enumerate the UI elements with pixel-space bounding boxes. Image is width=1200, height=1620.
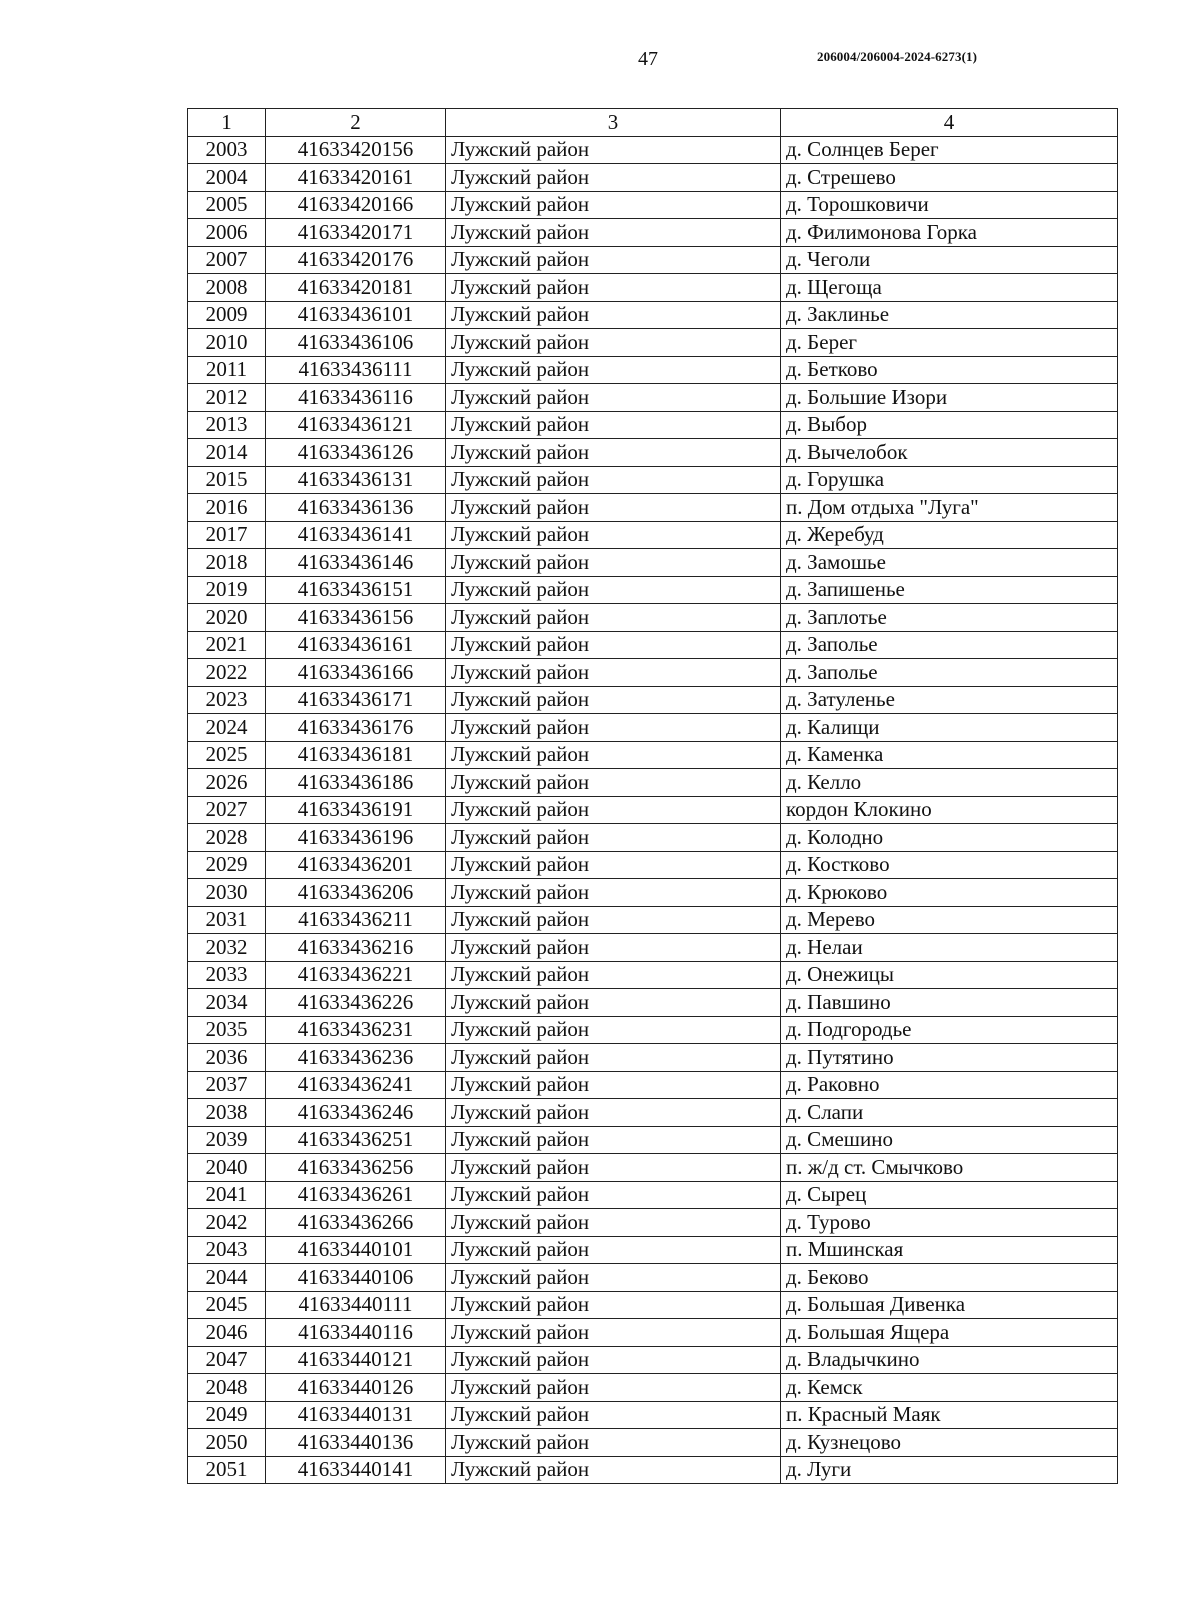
region-cell: Лужский район	[446, 879, 781, 907]
code-cell: 41633436226	[266, 989, 446, 1017]
locality-cell: д. Беково	[781, 1264, 1118, 1292]
table-row	[188, 934, 1118, 962]
code-cell: 41633440136	[266, 1429, 446, 1457]
row-number-cell: 2038	[188, 1099, 266, 1127]
region-cell: Лужский район	[446, 164, 781, 192]
locality-cell: д. Турово	[781, 1209, 1118, 1237]
table-row	[188, 1209, 1118, 1237]
row-number-cell: 2048	[188, 1374, 266, 1402]
region-cell: Лужский район	[446, 1264, 781, 1292]
row-number-cell: 2005	[188, 191, 266, 219]
region-cell: Лужский район	[446, 1401, 781, 1429]
row-number-cell: 2024	[188, 714, 266, 742]
region-cell: Лужский район	[446, 411, 781, 439]
locality-cell: д. Затуленье	[781, 686, 1118, 714]
table-row	[188, 356, 1118, 384]
header-row	[188, 109, 1118, 137]
table-row	[188, 1099, 1118, 1127]
code-cell: 41633436241	[266, 1071, 446, 1099]
code-cell: 41633436261	[266, 1181, 446, 1209]
region-cell: Лужский район	[446, 1236, 781, 1264]
row-number-cell: 2013	[188, 411, 266, 439]
table-row	[188, 714, 1118, 742]
table-row	[188, 1401, 1118, 1429]
code-cell: 41633440126	[266, 1374, 446, 1402]
code-cell: 41633436216	[266, 934, 446, 962]
row-number-cell: 2007	[188, 246, 266, 274]
region-cell: Лужский район	[446, 1209, 781, 1237]
row-number-cell: 2035	[188, 1016, 266, 1044]
table-row	[188, 466, 1118, 494]
region-cell: Лужский район	[446, 439, 781, 467]
locality-cell: д. Большие Изори	[781, 384, 1118, 412]
locality-cell: п. Красный Маяк	[781, 1401, 1118, 1429]
table-row	[188, 1126, 1118, 1154]
region-cell: Лужский район	[446, 769, 781, 797]
table-row	[188, 329, 1118, 357]
locality-cell: п. ж/д ст. Смычково	[781, 1154, 1118, 1182]
document-reference: 206004/206004-2024-6273(1)	[817, 49, 978, 64]
code-cell: 41633436131	[266, 466, 446, 494]
region-cell: Лужский район	[446, 1346, 781, 1374]
table-row	[188, 604, 1118, 632]
locality-cell: д. Каменка	[781, 741, 1118, 769]
table-row	[188, 1374, 1118, 1402]
locality-cell: д. Солнцев Берег	[781, 136, 1118, 164]
row-number-cell: 2050	[188, 1429, 266, 1457]
region-cell: Лужский район	[446, 1126, 781, 1154]
row-number-cell: 2018	[188, 549, 266, 577]
region-cell: Лужский район	[446, 1291, 781, 1319]
table-row	[188, 631, 1118, 659]
row-number-cell: 2041	[188, 1181, 266, 1209]
locality-cell: д. Владычкино	[781, 1346, 1118, 1374]
code-cell: 41633436116	[266, 384, 446, 412]
page-number: 47	[638, 48, 658, 70]
region-cell: Лужский район	[446, 604, 781, 632]
row-number-cell: 2023	[188, 686, 266, 714]
row-number-cell: 2019	[188, 576, 266, 604]
table-row	[188, 741, 1118, 769]
locality-cell: д. Раковно	[781, 1071, 1118, 1099]
region-cell: Лужский район	[446, 301, 781, 329]
region-cell: Лужский район	[446, 246, 781, 274]
code-cell: 41633436191	[266, 796, 446, 824]
code-cell: 41633436101	[266, 301, 446, 329]
locality-cell: д. Жеребуд	[781, 521, 1118, 549]
row-number-cell: 2009	[188, 301, 266, 329]
region-cell: Лужский район	[446, 906, 781, 934]
table-row	[188, 274, 1118, 302]
code-cell: 41633440111	[266, 1291, 446, 1319]
row-number-cell: 2040	[188, 1154, 266, 1182]
locality-cell: д. Сырец	[781, 1181, 1118, 1209]
region-cell: Лужский район	[446, 686, 781, 714]
row-number-cell: 2033	[188, 961, 266, 989]
code-cell: 41633420171	[266, 219, 446, 247]
code-cell: 41633420181	[266, 274, 446, 302]
table-row	[188, 686, 1118, 714]
region-cell: Лужский район	[446, 274, 781, 302]
table-row	[188, 1456, 1118, 1484]
table-row	[188, 769, 1118, 797]
code-cell: 41633436196	[266, 824, 446, 852]
region-cell: Лужский район	[446, 741, 781, 769]
code-cell: 41633436141	[266, 521, 446, 549]
locality-cell: д. Нелаи	[781, 934, 1118, 962]
locality-cell: д. Заклинье	[781, 301, 1118, 329]
code-cell: 41633436111	[266, 356, 446, 384]
row-number-cell: 2008	[188, 274, 266, 302]
locality-cell: д. Крюково	[781, 879, 1118, 907]
row-number-cell: 2026	[188, 769, 266, 797]
code-cell: 41633436151	[266, 576, 446, 604]
locality-cell: д. Бетково	[781, 356, 1118, 384]
row-number-cell: 2032	[188, 934, 266, 962]
locality-cell: д. Горушка	[781, 466, 1118, 494]
region-cell: Лужский район	[446, 384, 781, 412]
row-number-cell: 2011	[188, 356, 266, 384]
code-cell: 41633420166	[266, 191, 446, 219]
region-cell: Лужский район	[446, 136, 781, 164]
code-cell: 41633436251	[266, 1126, 446, 1154]
code-cell: 41633440141	[266, 1456, 446, 1484]
region-cell: Лужский район	[446, 576, 781, 604]
row-number-cell: 2020	[188, 604, 266, 632]
table-row	[188, 411, 1118, 439]
table-row	[188, 384, 1118, 412]
code-cell: 41633436106	[266, 329, 446, 357]
table-row	[188, 851, 1118, 879]
table-row	[188, 659, 1118, 687]
locality-cell: д. Замошье	[781, 549, 1118, 577]
code-cell: 41633420176	[266, 246, 446, 274]
locality-cell: д. Кузнецово	[781, 1429, 1118, 1457]
region-cell: Лужский район	[446, 989, 781, 1017]
region-cell: Лужский район	[446, 1099, 781, 1127]
table-row	[188, 879, 1118, 907]
column-header-3: 3	[446, 109, 781, 137]
region-cell: Лужский район	[446, 329, 781, 357]
row-number-cell: 2014	[188, 439, 266, 467]
row-number-cell: 2006	[188, 219, 266, 247]
region-cell: Лужский район	[446, 1456, 781, 1484]
locality-cell: д. Смешино	[781, 1126, 1118, 1154]
row-number-cell: 2042	[188, 1209, 266, 1237]
locality-cell: д. Луги	[781, 1456, 1118, 1484]
locality-cell: д. Заполье	[781, 659, 1118, 687]
code-cell: 41633436161	[266, 631, 446, 659]
table-row	[188, 1154, 1118, 1182]
locality-cell: д. Вычелобок	[781, 439, 1118, 467]
code-cell: 41633440121	[266, 1346, 446, 1374]
locality-cell: д. Павшино	[781, 989, 1118, 1017]
row-number-cell: 2049	[188, 1401, 266, 1429]
row-number-cell: 2012	[188, 384, 266, 412]
row-number-cell: 2030	[188, 879, 266, 907]
code-cell: 41633436246	[266, 1099, 446, 1127]
code-cell: 41633436181	[266, 741, 446, 769]
row-number-cell: 2022	[188, 659, 266, 687]
table-row	[188, 301, 1118, 329]
code-cell: 41633436126	[266, 439, 446, 467]
row-number-cell: 2045	[188, 1291, 266, 1319]
table-body	[188, 136, 1118, 1484]
code-cell: 41633436206	[266, 879, 446, 907]
code-cell: 41633436176	[266, 714, 446, 742]
code-cell: 41633436211	[266, 906, 446, 934]
table-row	[188, 1264, 1118, 1292]
table-row	[188, 1236, 1118, 1264]
region-cell: Лужский район	[446, 934, 781, 962]
table-row	[188, 246, 1118, 274]
row-number-cell: 2031	[188, 906, 266, 934]
row-number-cell: 2034	[188, 989, 266, 1017]
table-row	[188, 549, 1118, 577]
code-cell: 41633440131	[266, 1401, 446, 1429]
locality-cell: д. Путятино	[781, 1044, 1118, 1072]
region-cell: Лужский район	[446, 356, 781, 384]
code-cell: 41633436166	[266, 659, 446, 687]
locality-cell: д. Чеголи	[781, 246, 1118, 274]
row-number-cell: 2003	[188, 136, 266, 164]
row-number-cell: 2027	[188, 796, 266, 824]
locality-cell: д. Келло	[781, 769, 1118, 797]
row-number-cell: 2015	[188, 466, 266, 494]
region-cell: Лужский район	[446, 961, 781, 989]
table-row	[188, 989, 1118, 1017]
table-row	[188, 1181, 1118, 1209]
row-number-cell: 2046	[188, 1319, 266, 1347]
row-number-cell: 2028	[188, 824, 266, 852]
code-cell: 41633440106	[266, 1264, 446, 1292]
table-row	[188, 164, 1118, 192]
table-row	[188, 191, 1118, 219]
table-row	[188, 1291, 1118, 1319]
code-cell: 41633436231	[266, 1016, 446, 1044]
table-row	[188, 439, 1118, 467]
region-cell: Лужский район	[446, 219, 781, 247]
row-number-cell: 2051	[188, 1456, 266, 1484]
locality-cell: д. Торошковичи	[781, 191, 1118, 219]
table-row	[188, 494, 1118, 522]
locality-cell: д. Колодно	[781, 824, 1118, 852]
table-row	[188, 1016, 1118, 1044]
row-number-cell: 2037	[188, 1071, 266, 1099]
code-cell: 41633440101	[266, 1236, 446, 1264]
code-cell: 41633436136	[266, 494, 446, 522]
locality-cell: кордон Клокино	[781, 796, 1118, 824]
table-row	[188, 1429, 1118, 1457]
code-cell: 41633436186	[266, 769, 446, 797]
region-cell: Лужский район	[446, 714, 781, 742]
region-cell: Лужский район	[446, 549, 781, 577]
table-row	[188, 1346, 1118, 1374]
locality-cell: д. Большая Дивенка	[781, 1291, 1118, 1319]
locality-cell: д. Онежицы	[781, 961, 1118, 989]
locality-cell: д. Большая Ящера	[781, 1319, 1118, 1347]
region-cell: Лужский район	[446, 1319, 781, 1347]
region-cell: Лужский район	[446, 1016, 781, 1044]
locality-cell: д. Выбор	[781, 411, 1118, 439]
region-cell: Лужский район	[446, 824, 781, 852]
row-number-cell: 2010	[188, 329, 266, 357]
row-number-cell: 2016	[188, 494, 266, 522]
region-cell: Лужский район	[446, 659, 781, 687]
locality-cell: д. Костково	[781, 851, 1118, 879]
table-row	[188, 961, 1118, 989]
table-row	[188, 219, 1118, 247]
locality-cell: д. Щегоща	[781, 274, 1118, 302]
code-cell: 41633436221	[266, 961, 446, 989]
table-header	[188, 109, 1118, 137]
region-cell: Лужский район	[446, 494, 781, 522]
locality-cell: д. Филимонова Горка	[781, 219, 1118, 247]
code-cell: 41633436266	[266, 1209, 446, 1237]
locality-cell: д. Запишенье	[781, 576, 1118, 604]
locality-cell: д. Слапи	[781, 1099, 1118, 1127]
locality-cell: д. Стрешево	[781, 164, 1118, 192]
region-cell: Лужский район	[446, 1181, 781, 1209]
locality-cell: д. Подгородье	[781, 1016, 1118, 1044]
region-cell: Лужский район	[446, 1429, 781, 1457]
row-number-cell: 2021	[188, 631, 266, 659]
table-row	[188, 136, 1118, 164]
table-row	[188, 796, 1118, 824]
region-cell: Лужский район	[446, 466, 781, 494]
region-cell: Лужский район	[446, 191, 781, 219]
region-cell: Лужский район	[446, 631, 781, 659]
row-number-cell: 2017	[188, 521, 266, 549]
code-cell: 41633436201	[266, 851, 446, 879]
code-cell: 41633420156	[266, 136, 446, 164]
row-number-cell: 2044	[188, 1264, 266, 1292]
locality-cell: д. Берег	[781, 329, 1118, 357]
region-cell: Лужский район	[446, 1374, 781, 1402]
locality-cell: д. Калищи	[781, 714, 1118, 742]
region-cell: Лужский район	[446, 1154, 781, 1182]
region-cell: Лужский район	[446, 521, 781, 549]
table-row	[188, 521, 1118, 549]
table-row	[188, 1071, 1118, 1099]
locality-cell: д. Мерево	[781, 906, 1118, 934]
code-cell: 41633420161	[266, 164, 446, 192]
row-number-cell: 2025	[188, 741, 266, 769]
table-row	[188, 824, 1118, 852]
locality-cell: д. Кемск	[781, 1374, 1118, 1402]
region-cell: Лужский район	[446, 1071, 781, 1099]
code-cell: 41633436121	[266, 411, 446, 439]
registry-table	[187, 108, 1118, 1484]
locality-cell: д. Заплотье	[781, 604, 1118, 632]
table-row	[188, 906, 1118, 934]
region-cell: Лужский район	[446, 851, 781, 879]
row-number-cell: 2039	[188, 1126, 266, 1154]
row-number-cell: 2004	[188, 164, 266, 192]
row-number-cell: 2036	[188, 1044, 266, 1072]
table-row	[188, 576, 1118, 604]
locality-cell: п. Дом отдыха "Луга"	[781, 494, 1118, 522]
table-row	[188, 1044, 1118, 1072]
row-number-cell: 2029	[188, 851, 266, 879]
code-cell: 41633436256	[266, 1154, 446, 1182]
locality-cell: д. Заполье	[781, 631, 1118, 659]
code-cell: 41633440116	[266, 1319, 446, 1347]
code-cell: 41633436236	[266, 1044, 446, 1072]
column-header-1: 1	[188, 109, 266, 137]
code-cell: 41633436171	[266, 686, 446, 714]
locality-cell: п. Мшинская	[781, 1236, 1118, 1264]
column-header-4: 4	[781, 109, 1118, 137]
region-cell: Лужский район	[446, 1044, 781, 1072]
row-number-cell: 2043	[188, 1236, 266, 1264]
code-cell: 41633436146	[266, 549, 446, 577]
column-header-2: 2	[266, 109, 446, 137]
table-row	[188, 1319, 1118, 1347]
row-number-cell: 2047	[188, 1346, 266, 1374]
region-cell: Лужский район	[446, 796, 781, 824]
code-cell: 41633436156	[266, 604, 446, 632]
